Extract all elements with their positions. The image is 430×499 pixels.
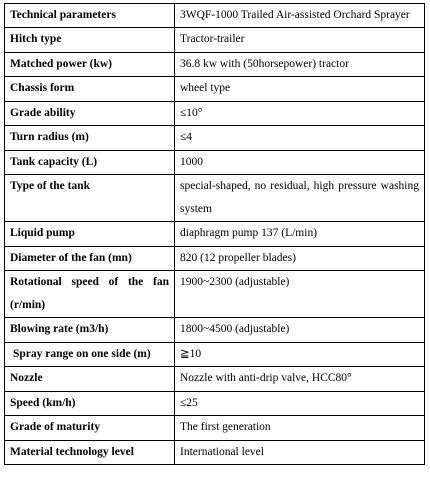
table-row	[5, 52, 425, 77]
value-cell: International level	[175, 440, 425, 465]
param-cell: Grade of maturity	[5, 416, 175, 441]
param-cell: Tank capacity (L)	[5, 150, 175, 175]
param-cell: Turn radius (m)	[5, 126, 175, 151]
value-cell: 820 (12 propeller blades)	[175, 246, 425, 271]
value-cell: diaphragm pump 137 (L/min)	[175, 222, 425, 247]
table-row	[5, 77, 425, 102]
table-row	[5, 28, 425, 53]
value-cell: 36.8 kw with (50horsepower) tractor	[175, 52, 425, 77]
table-row	[5, 150, 425, 175]
table-header-row	[5, 4, 425, 28]
param-cell: Spray range on one side (m)	[5, 342, 175, 367]
value-cell: 3WQF-1000 Trailed Air-assisted Orchard Sprayer	[175, 4, 425, 28]
param-cell: Chassis form	[5, 77, 175, 102]
table-row	[5, 101, 425, 126]
table-row	[5, 175, 425, 222]
value-cell: The first generation	[175, 416, 425, 441]
table-row	[5, 271, 425, 318]
value-cell: 1900~2300 (adjustable)	[175, 271, 425, 318]
value-cell: ≤10°	[175, 101, 425, 126]
param-cell: Type of the tank	[5, 175, 175, 222]
param-cell: Speed (km/h)	[5, 391, 175, 416]
table-row	[5, 367, 425, 392]
table-row	[5, 246, 425, 271]
value-cell: ≤4	[175, 126, 425, 151]
param-cell: Rotational speed of the fan (r/min)	[5, 271, 175, 318]
param-cell: Grade ability	[5, 101, 175, 126]
table-row	[5, 222, 425, 247]
param-cell: Nozzle	[5, 367, 175, 392]
table-row	[5, 342, 425, 367]
param-cell: Blowing rate (m3/h)	[5, 318, 175, 343]
param-cell: Diameter of the fan (mn)	[5, 246, 175, 271]
param-cell: Hitch type	[5, 28, 175, 53]
value-cell: Nozzle with anti-drip valve, HCC80°	[175, 367, 425, 392]
value-cell: 1000	[175, 150, 425, 175]
param-cell: Material technology level	[5, 440, 175, 465]
table-row	[5, 391, 425, 416]
table-row	[5, 126, 425, 151]
param-cell: Matched power (kw)	[5, 52, 175, 77]
table-row	[5, 440, 425, 465]
table-row	[5, 416, 425, 441]
value-cell: special-shaped, no residual, high pressure washing system	[175, 175, 425, 222]
value-cell: wheel type	[175, 77, 425, 102]
value-cell: ≤25	[175, 391, 425, 416]
param-cell: Liquid pump	[5, 222, 175, 247]
value-cell: ≧10	[175, 342, 425, 367]
value-cell: Tractor-trailer	[175, 28, 425, 53]
value-cell: 1800~4500 (adjustable)	[175, 318, 425, 343]
technical-parameters-table	[4, 3, 425, 465]
param-cell: Technical parameters	[5, 4, 175, 28]
table-row	[5, 318, 425, 343]
